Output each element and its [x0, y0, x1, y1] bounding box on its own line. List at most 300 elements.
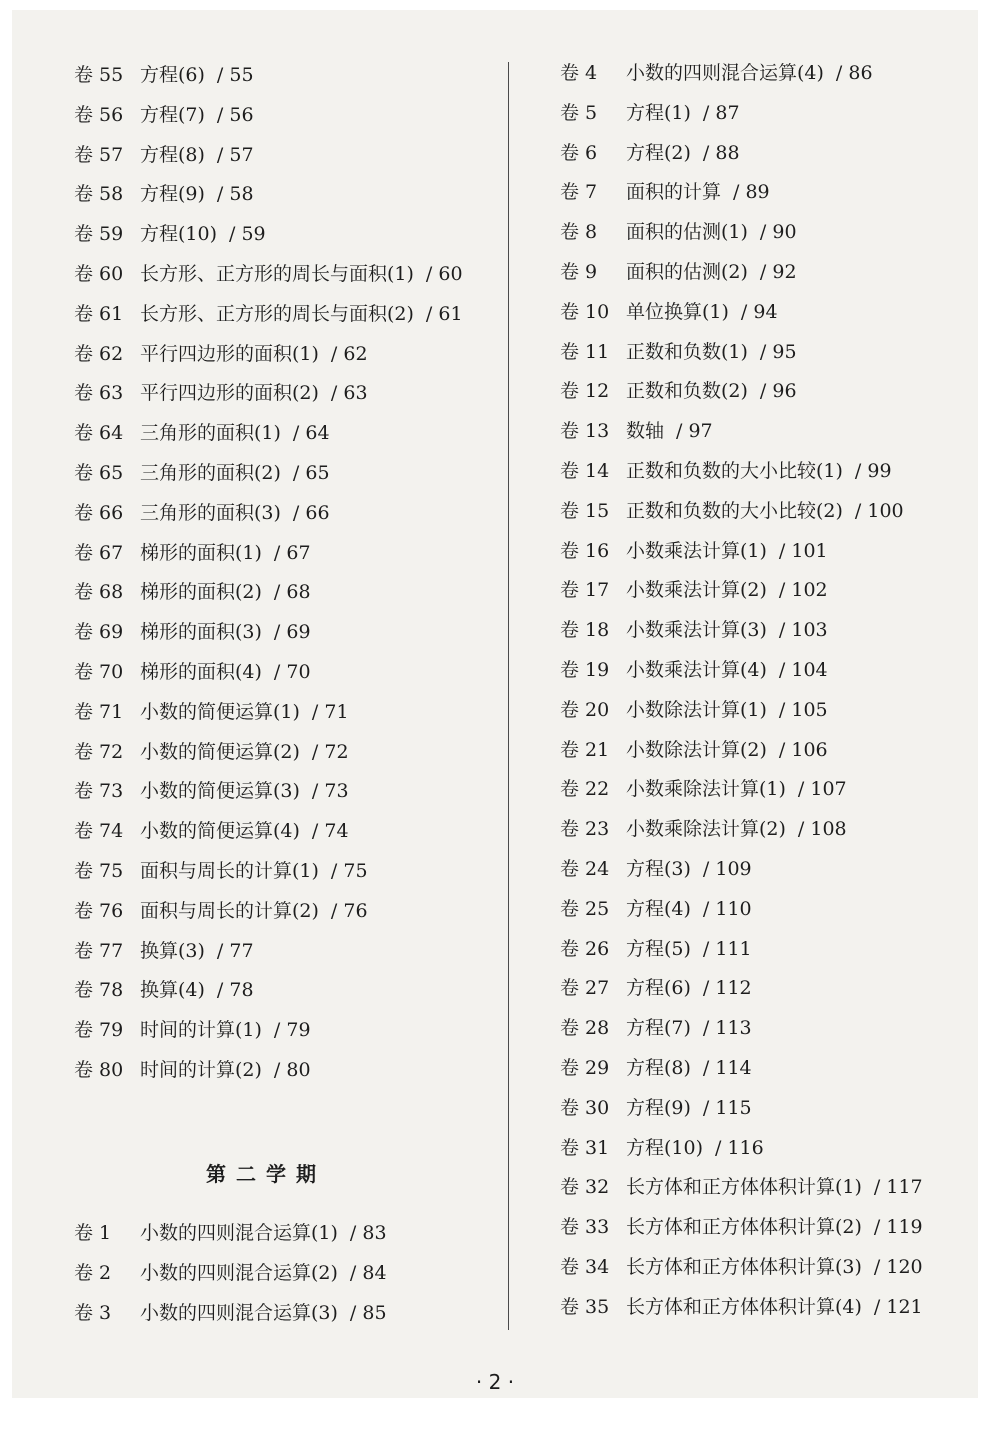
volume-number: 卷 10 — [560, 300, 610, 323]
entry-title: 三角形的面积(2) — [140, 462, 281, 484]
volume-number: 卷 26 — [560, 937, 610, 960]
entry-page-number: 114 — [715, 1057, 752, 1079]
entry-page-number: 86 — [848, 62, 873, 84]
entry-page-number: 58 — [229, 183, 254, 206]
volume-number: 卷 13 — [560, 420, 610, 443]
entry-page-number: 79 — [286, 1019, 311, 1042]
toc-entry[interactable] — [12, 339, 368, 369]
second-term-heading: 第二学期 — [206, 1162, 326, 1186]
page-separator: / — [216, 103, 230, 126]
entry-title: 方程(8) — [626, 1057, 691, 1079]
page-separator: / — [702, 141, 716, 164]
entry-page-number: 101 — [791, 539, 828, 562]
toc-entry[interactable] — [498, 1212, 923, 1242]
entry-page-number: 90 — [772, 221, 797, 244]
page-separator: / — [854, 460, 868, 482]
volume-number: 卷 63 — [74, 382, 124, 405]
entry-title: 面积与周长的计算(2) — [140, 899, 319, 922]
entry-page-number: 115 — [715, 1096, 752, 1119]
page-separator: / — [330, 342, 344, 365]
page-separator: / — [216, 183, 230, 206]
toc-entry[interactable] — [12, 896, 368, 926]
toc-entry[interactable] — [12, 259, 463, 289]
toc-entry[interactable] — [498, 1133, 764, 1163]
toc-entry[interactable] — [498, 655, 828, 685]
entry-page-number: 72 — [324, 740, 349, 763]
page-separator: / — [778, 698, 792, 721]
page-separator: / — [330, 382, 344, 405]
page-separator: / — [292, 462, 306, 484]
entry-page-number: 55 — [229, 64, 254, 86]
toc-entry[interactable] — [498, 376, 797, 406]
volume-number: 卷 19 — [560, 659, 610, 681]
toc-entry[interactable] — [12, 1055, 311, 1085]
entry-page-number: 63 — [343, 382, 368, 405]
toc-entry[interactable] — [12, 657, 311, 687]
page-separator: / — [702, 937, 716, 960]
volume-number: 卷 76 — [74, 899, 124, 922]
entry-page-number: 65 — [305, 462, 330, 484]
entry-page-number: 57 — [229, 143, 254, 166]
toc-entry[interactable] — [12, 936, 254, 966]
toc-entry[interactable] — [12, 1298, 387, 1328]
entry-page-number: 107 — [810, 778, 847, 801]
toc-entry[interactable] — [12, 1258, 387, 1288]
entry-title: 面积的估测(1) — [626, 221, 748, 244]
entry-page-number: 99 — [867, 460, 892, 482]
entry-page-number: 96 — [772, 380, 797, 403]
toc-entry[interactable] — [498, 934, 752, 964]
entry-title: 小数乘除法计算(1) — [626, 778, 786, 801]
volume-number: 卷 79 — [74, 1019, 124, 1042]
entry-title: 面积与周长的计算(1) — [140, 860, 319, 882]
entry-title: 小数的四则混合运算(4) — [626, 62, 824, 84]
page-separator: / — [797, 818, 811, 841]
toc-entry[interactable] — [498, 138, 740, 168]
volume-number: 卷 70 — [74, 661, 124, 683]
toc-entry[interactable] — [12, 60, 254, 90]
entry-page-number: 121 — [886, 1295, 923, 1318]
entry-page-number: 111 — [715, 937, 752, 960]
entry-title: 正数和负数的大小比较(1) — [626, 460, 843, 482]
entry-page-number: 106 — [791, 738, 828, 761]
entry-title: 长方形、正方形的周长与面积(1) — [140, 263, 414, 285]
toc-entry[interactable] — [498, 695, 828, 725]
entry-page-number: 78 — [229, 979, 254, 1002]
entry-title: 换算(4) — [140, 979, 205, 1002]
entry-title: 方程(10) — [626, 1136, 704, 1159]
volume-number: 卷 69 — [74, 621, 124, 644]
entry-title: 正数和负数(1) — [626, 340, 748, 363]
entry-page-number: 110 — [715, 897, 752, 920]
toc-entry[interactable] — [12, 100, 254, 130]
volume-number: 卷 24 — [560, 858, 610, 880]
page-separator: / — [854, 499, 868, 522]
volume-number: 卷 32 — [560, 1176, 610, 1199]
toc-entry[interactable] — [498, 615, 828, 645]
volume-number: 卷 74 — [74, 820, 124, 843]
page-separator: / — [873, 1216, 887, 1239]
entry-title: 方程(2) — [626, 141, 691, 164]
entry-page-number: 59 — [241, 223, 266, 246]
volume-number: 卷 9 — [560, 261, 598, 283]
page-separator: / — [273, 621, 287, 644]
page-separator: / — [216, 979, 230, 1002]
page-separator: / — [229, 223, 242, 246]
page-separator: / — [273, 541, 287, 564]
page-separator: / — [778, 579, 792, 602]
entry-page-number: 77 — [229, 939, 254, 962]
volume-number: 卷 35 — [560, 1295, 610, 1318]
toc-entry[interactable] — [498, 575, 828, 605]
toc-entry[interactable] — [12, 378, 368, 408]
entry-title: 梯形的面积(4) — [140, 661, 262, 683]
entry-title: 面积的计算 — [626, 181, 722, 204]
volume-number: 卷 31 — [560, 1136, 610, 1159]
entry-title: 梯形的面积(3) — [140, 621, 262, 644]
entry-page-number: 62 — [343, 342, 368, 365]
entry-title: 小数除法计算(1) — [626, 698, 767, 721]
volume-number: 卷 15 — [560, 499, 610, 522]
volume-number: 卷 67 — [74, 541, 124, 564]
page-separator: / — [733, 181, 746, 204]
page-separator: / — [273, 1059, 287, 1081]
volume-number: 卷 20 — [560, 698, 610, 721]
entry-page-number: 69 — [286, 621, 311, 644]
toc-entry[interactable] — [498, 496, 904, 526]
entry-title: 平行四边形的面积(2) — [140, 382, 319, 405]
entry-title: 三角形的面积(3) — [140, 501, 281, 524]
entry-page-number: 68 — [286, 581, 311, 604]
toc-entry[interactable] — [12, 1015, 311, 1045]
toc-entry[interactable] — [12, 140, 254, 170]
page-separator: / — [349, 1301, 363, 1324]
entry-title: 小数乘除法计算(2) — [626, 818, 786, 841]
toc-entry[interactable] — [498, 297, 778, 327]
entry-title: 小数乘法计算(1) — [626, 539, 767, 562]
page-separator: / — [759, 221, 773, 244]
page-separator: / — [873, 1256, 887, 1278]
volume-number: 卷 62 — [74, 342, 124, 365]
toc-entry[interactable] — [498, 257, 797, 287]
entry-title: 时间的计算(1) — [140, 1019, 262, 1042]
page-number: · 2 · — [475, 1370, 515, 1394]
volume-number: 卷 16 — [560, 539, 610, 562]
page-separator: / — [715, 1136, 728, 1159]
page-separator: / — [292, 501, 306, 524]
page-separator: / — [740, 300, 754, 323]
toc-entry[interactable] — [12, 776, 349, 806]
entry-page-number: 100 — [867, 499, 904, 522]
volume-number: 卷 68 — [74, 581, 124, 604]
volume-number: 卷 80 — [74, 1059, 124, 1081]
entry-title: 方程(10) — [140, 223, 218, 246]
page-separator: / — [759, 261, 773, 283]
volume-number: 卷 18 — [560, 619, 610, 642]
toc-entry[interactable] — [12, 458, 330, 488]
entry-page-number: 113 — [715, 1017, 752, 1040]
page-separator: / — [702, 1017, 716, 1040]
volume-number: 卷 7 — [560, 181, 598, 204]
volume-number: 卷 23 — [560, 818, 610, 841]
entry-page-number: 70 — [286, 661, 311, 683]
entry-title: 小数的简便运算(4) — [140, 820, 300, 843]
toc-entry[interactable] — [498, 416, 713, 446]
page-separator: / — [311, 780, 325, 803]
entry-title: 平行四边形的面积(1) — [140, 342, 319, 365]
toc-entry[interactable] — [498, 1093, 752, 1123]
entry-title: 小数的简便运算(3) — [140, 780, 300, 803]
entry-page-number: 116 — [727, 1136, 764, 1159]
volume-number: 卷 27 — [560, 977, 610, 1000]
page-separator: / — [797, 778, 811, 801]
volume-number: 卷 17 — [560, 579, 610, 602]
entry-page-number: 119 — [886, 1216, 923, 1239]
entry-title: 小数的四则混合运算(1) — [140, 1222, 338, 1244]
page-separator: / — [273, 1019, 287, 1042]
volume-number: 卷 58 — [74, 183, 124, 206]
volume-number: 卷 4 — [560, 62, 598, 84]
volume-number: 卷 34 — [560, 1256, 610, 1278]
page-separator: / — [676, 420, 689, 443]
entry-title: 小数的简便运算(1) — [140, 700, 300, 723]
toc-entry[interactable] — [498, 1053, 752, 1083]
entry-title: 长方体和正方体体积计算(2) — [626, 1216, 862, 1239]
page-separator: / — [330, 860, 344, 882]
entry-title: 正数和负数(2) — [626, 380, 748, 403]
page-separator: / — [349, 1261, 363, 1284]
page-separator: / — [778, 738, 792, 761]
page-separator: / — [873, 1176, 887, 1199]
volume-number: 卷 71 — [74, 700, 124, 723]
entry-page-number: 56 — [229, 103, 254, 126]
entry-title: 长方体和正方体体积计算(3) — [626, 1256, 862, 1278]
volume-number: 卷 6 — [560, 141, 598, 164]
toc-entry[interactable] — [12, 617, 311, 647]
page-separator: / — [702, 101, 716, 124]
toc-entry[interactable] — [12, 299, 463, 329]
page-separator: / — [425, 302, 439, 325]
entry-page-number: 94 — [753, 300, 778, 323]
volume-number: 卷 3 — [74, 1301, 112, 1324]
page-separator: / — [292, 422, 306, 445]
volume-number: 卷 73 — [74, 780, 124, 803]
entry-title: 三角形的面积(1) — [140, 422, 281, 445]
volume-number: 卷 11 — [560, 340, 610, 363]
volume-number: 卷 22 — [560, 778, 610, 801]
entry-title: 换算(3) — [140, 939, 205, 962]
entry-title: 小数的简便运算(2) — [140, 740, 300, 763]
page-separator: / — [702, 897, 716, 920]
entry-title: 方程(7) — [626, 1017, 691, 1040]
entry-page-number: 89 — [745, 181, 770, 204]
toc-entry[interactable] — [498, 536, 828, 566]
toc-entry[interactable] — [498, 337, 797, 367]
toc-entry[interactable] — [498, 774, 847, 804]
entry-title: 长方体和正方体体积计算(4) — [626, 1295, 862, 1318]
page-separator: / — [759, 340, 773, 363]
volume-number: 卷 33 — [560, 1216, 610, 1239]
volume-number: 卷 14 — [560, 460, 610, 482]
volume-number: 卷 66 — [74, 501, 124, 524]
entry-page-number: 73 — [324, 780, 349, 803]
entry-page-number: 95 — [772, 340, 797, 363]
entry-page-number: 104 — [791, 659, 828, 681]
toc-entry[interactable] — [498, 1252, 923, 1282]
toc-entry[interactable] — [12, 697, 349, 727]
entry-title: 方程(8) — [140, 143, 205, 166]
entry-page-number: 109 — [715, 858, 752, 880]
entry-page-number: 76 — [343, 899, 368, 922]
toc-entry[interactable] — [12, 219, 266, 249]
volume-number: 卷 55 — [74, 64, 124, 86]
toc-entry[interactable] — [12, 577, 311, 607]
toc-entry[interactable] — [12, 737, 349, 767]
volume-number: 卷 1 — [74, 1222, 112, 1244]
page-separator: / — [425, 263, 439, 285]
entry-title: 小数的四则混合运算(2) — [140, 1261, 338, 1284]
volume-number: 卷 21 — [560, 738, 610, 761]
toc-entry[interactable] — [498, 98, 740, 128]
entry-title: 方程(3) — [626, 858, 691, 880]
entry-title: 方程(5) — [626, 937, 691, 960]
toc-entry[interactable] — [498, 973, 752, 1003]
entry-title: 时间的计算(2) — [140, 1059, 262, 1081]
entry-page-number: 112 — [715, 977, 752, 1000]
entry-page-number: 102 — [791, 579, 828, 602]
volume-number: 卷 61 — [74, 302, 124, 325]
toc-entry[interactable] — [12, 1218, 387, 1248]
entry-title: 方程(1) — [626, 101, 691, 124]
toc-entry[interactable] — [498, 814, 847, 844]
volume-number: 卷 5 — [560, 101, 598, 124]
volume-number: 卷 65 — [74, 462, 124, 484]
entry-title: 长方体和正方体体积计算(1) — [626, 1176, 862, 1199]
entry-page-number: 66 — [305, 501, 330, 524]
entry-title: 梯形的面积(2) — [140, 581, 262, 604]
entry-title: 方程(7) — [140, 103, 205, 126]
page-separator: / — [778, 539, 792, 562]
page-separator: / — [702, 977, 716, 1000]
page-separator: / — [702, 1057, 716, 1079]
volume-number: 卷 72 — [74, 740, 124, 763]
entry-title: 单位换算(1) — [626, 300, 729, 323]
toc-entry[interactable] — [498, 894, 752, 924]
entry-page-number: 120 — [886, 1256, 923, 1278]
toc-entry[interactable] — [498, 1172, 923, 1202]
volume-number: 卷 29 — [560, 1057, 610, 1079]
page-separator: / — [330, 899, 344, 922]
entry-page-number: 103 — [791, 619, 828, 642]
entry-title: 正数和负数的大小比较(2) — [626, 499, 843, 522]
entry-page-number: 83 — [362, 1222, 387, 1244]
entry-page-number: 88 — [715, 141, 740, 164]
volume-number: 卷 28 — [560, 1017, 610, 1040]
page-separator: / — [835, 62, 849, 84]
entry-page-number: 60 — [438, 263, 463, 285]
volume-number: 卷 57 — [74, 143, 124, 166]
entry-page-number: 117 — [886, 1176, 923, 1199]
volume-number: 卷 25 — [560, 897, 610, 920]
volume-number: 卷 2 — [74, 1261, 112, 1284]
entry-page-number: 80 — [286, 1059, 311, 1081]
page-separator: / — [216, 143, 230, 166]
entry-page-number: 64 — [305, 422, 330, 445]
page-separator: / — [311, 740, 325, 763]
entry-title: 方程(4) — [626, 897, 691, 920]
toc-entry[interactable] — [498, 456, 892, 486]
page-separator: / — [349, 1222, 363, 1244]
entry-page-number: 97 — [688, 420, 713, 443]
toc-entry[interactable] — [498, 177, 770, 207]
toc-entry[interactable] — [12, 418, 330, 448]
toc-entry[interactable] — [498, 854, 752, 884]
entry-title: 小数的四则混合运算(3) — [140, 1301, 338, 1324]
volume-number: 卷 56 — [74, 103, 124, 126]
entry-page-number: 71 — [324, 700, 349, 723]
page-separator: / — [759, 380, 773, 403]
entry-title: 数轴 — [626, 420, 665, 443]
volume-number: 卷 77 — [74, 939, 124, 962]
toc-entry[interactable] — [12, 538, 311, 568]
entry-page-number: 84 — [362, 1261, 387, 1284]
volume-number: 卷 30 — [560, 1096, 610, 1119]
toc-entry[interactable] — [498, 217, 797, 247]
page-separator: / — [311, 700, 325, 723]
page-separator: / — [778, 659, 792, 681]
page-separator: / — [873, 1295, 887, 1318]
entry-title: 方程(6) — [140, 64, 205, 86]
entry-page-number: 74 — [324, 820, 349, 843]
entry-title: 面积的估测(2) — [626, 261, 748, 283]
entry-page-number: 61 — [438, 302, 463, 325]
toc-entry[interactable] — [12, 856, 368, 886]
entry-title: 方程(9) — [626, 1096, 691, 1119]
entry-title: 小数乘法计算(4) — [626, 659, 767, 681]
toc-entry[interactable] — [498, 735, 828, 765]
page-separator: / — [273, 661, 287, 683]
entry-page-number: 67 — [286, 541, 311, 564]
entry-title: 小数除法计算(2) — [626, 738, 767, 761]
entry-page-number: 87 — [715, 101, 740, 124]
toc-entry[interactable] — [12, 498, 330, 528]
entry-page-number: 105 — [791, 698, 828, 721]
volume-number: 卷 8 — [560, 221, 598, 244]
toc-entry[interactable] — [498, 1292, 923, 1322]
volume-number: 卷 12 — [560, 380, 610, 403]
page-separator: / — [216, 939, 230, 962]
entry-title: 方程(6) — [626, 977, 691, 1000]
page-separator: / — [702, 1096, 716, 1119]
volume-number: 卷 59 — [74, 223, 124, 246]
page-separator: / — [311, 820, 325, 843]
volume-number: 卷 78 — [74, 979, 124, 1002]
entry-title: 小数乘法计算(2) — [626, 579, 767, 602]
page-separator: / — [778, 619, 792, 642]
page-separator: / — [702, 858, 716, 880]
toc-entry[interactable] — [12, 975, 254, 1005]
entry-page-number: 85 — [362, 1301, 387, 1324]
toc-entry[interactable] — [12, 179, 254, 209]
entry-title: 小数乘法计算(3) — [626, 619, 767, 642]
toc-page — [12, 10, 978, 1398]
entry-page-number: 75 — [343, 860, 368, 882]
entry-title: 长方形、正方形的周长与面积(2) — [140, 302, 414, 325]
toc-entry[interactable] — [12, 816, 349, 846]
toc-entry[interactable] — [498, 1013, 752, 1043]
entry-title: 梯形的面积(1) — [140, 541, 262, 564]
toc-entry[interactable] — [498, 58, 873, 88]
